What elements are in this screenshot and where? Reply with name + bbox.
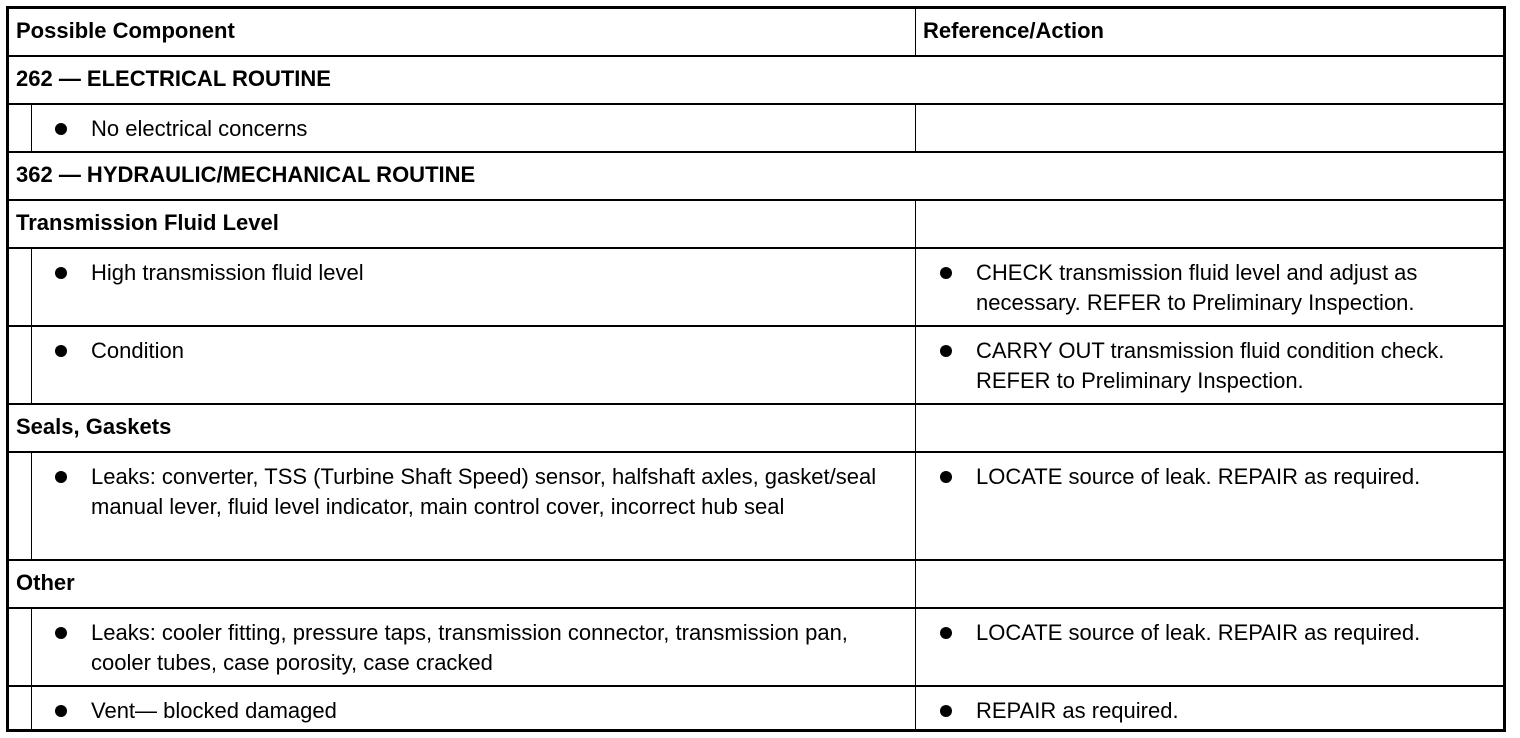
header-possible-component: Possible Component	[16, 18, 235, 43]
component-item	[55, 336, 905, 366]
action-text: LOCATE source of leak. REPAIR as required.	[976, 464, 1421, 489]
bullet-icon	[940, 471, 952, 483]
component-cell	[9, 105, 915, 151]
action-text: CHECK transmission fluid level and adjust as necessary. REFER to Preliminary Inspection.	[976, 260, 1418, 315]
bullet-icon	[940, 267, 952, 279]
component-text: Leaks: converter, TSS (Turbine Shaft Speed) sensor, halfshaft axles, gasket/seal manual lever, fluid level indicator, main control cover, incorrect hub seal	[91, 464, 877, 519]
bullet-icon	[55, 345, 67, 357]
action-cell	[915, 405, 1503, 451]
component-item	[55, 258, 905, 288]
subsection-title-other: Other	[16, 570, 75, 595]
action-cell	[915, 609, 1503, 685]
action-cell	[915, 249, 1503, 325]
component-cell	[9, 249, 915, 325]
component-text: No electrical concerns	[91, 116, 308, 141]
component-item	[55, 696, 905, 726]
header-reference-action: Reference/Action	[915, 9, 1503, 55]
component-item	[55, 618, 905, 678]
action-cell	[915, 327, 1503, 403]
component-text: Leaks: cooler fitting, pressure taps, transmission connector, transmission pan, cooler tubes, case porosity, case cracked	[91, 620, 848, 675]
subsection-title-fluid-level: Transmission Fluid Level	[16, 210, 279, 235]
action-item	[940, 696, 1495, 726]
bullet-icon	[55, 705, 67, 717]
component-cell	[9, 453, 915, 559]
subsection-row-seals	[9, 405, 1503, 453]
table-row	[9, 453, 1503, 561]
action-text: CARRY OUT transmission fluid condition check. REFER to Preliminary Inspection.	[976, 338, 1445, 393]
component-text: Vent— blocked damaged	[91, 698, 337, 723]
action-item	[940, 462, 1495, 492]
component-item	[55, 462, 905, 522]
section-title-hydraulic: 362 — HYDRAULIC/MECHANICAL ROUTINE	[16, 162, 476, 187]
component-text: Condition	[91, 338, 184, 363]
action-item	[940, 336, 1495, 396]
diagnostic-table	[6, 6, 1506, 732]
indent-divider	[31, 609, 32, 685]
component-cell	[9, 609, 915, 685]
bullet-icon	[55, 471, 67, 483]
action-cell	[915, 687, 1503, 729]
action-cell	[915, 105, 1503, 151]
bullet-icon	[55, 123, 67, 135]
indent-divider	[31, 105, 32, 151]
subsection-title-seals: Seals, Gaskets	[16, 414, 172, 439]
action-text: REPAIR as required.	[976, 698, 1179, 723]
component-item	[55, 114, 905, 144]
indent-divider	[31, 249, 32, 325]
table-row	[9, 249, 1503, 327]
subsection-row-fluid-level	[9, 201, 1503, 249]
action-cell	[915, 561, 1503, 607]
table-row	[9, 609, 1503, 687]
section-row-electrical	[9, 57, 1503, 105]
bullet-icon	[55, 267, 67, 279]
bullet-icon	[940, 345, 952, 357]
action-cell	[915, 453, 1503, 559]
component-text: High transmission fluid level	[91, 260, 364, 285]
section-row-hydraulic	[9, 153, 1503, 201]
bullet-icon	[940, 705, 952, 717]
table-header-row	[9, 9, 1503, 57]
indent-divider	[31, 453, 32, 559]
bullet-icon	[55, 627, 67, 639]
action-item	[940, 258, 1495, 318]
action-text: LOCATE source of leak. REPAIR as required.	[976, 620, 1421, 645]
indent-divider	[31, 687, 32, 729]
action-cell	[915, 201, 1503, 247]
table-row	[9, 327, 1503, 405]
component-cell	[9, 327, 915, 403]
table-row	[9, 687, 1503, 729]
subsection-row-other	[9, 561, 1503, 609]
section-title-electrical: 262 — ELECTRICAL ROUTINE	[16, 66, 331, 91]
indent-divider	[31, 327, 32, 403]
table-row	[9, 105, 1503, 153]
bullet-icon	[940, 627, 952, 639]
action-item	[940, 618, 1495, 648]
component-cell	[9, 687, 915, 729]
